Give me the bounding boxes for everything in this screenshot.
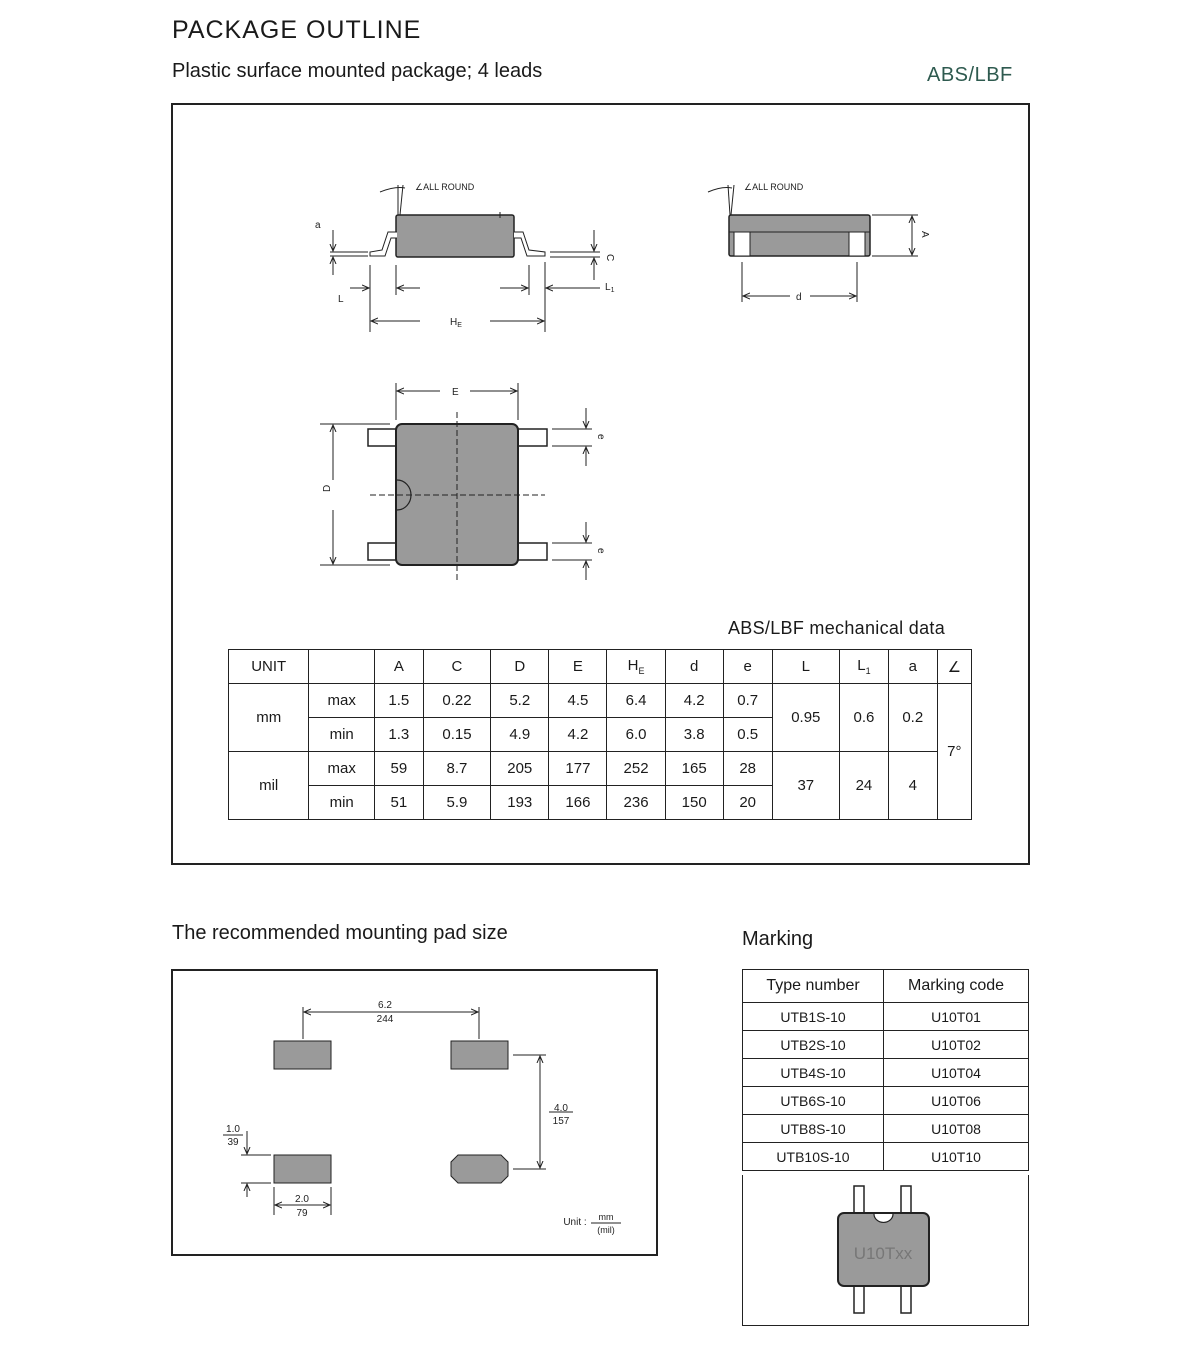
dim-A: A xyxy=(919,231,930,238)
value-cell: 0.6 xyxy=(840,684,889,752)
value-cell: 236 xyxy=(607,786,665,820)
value-cell: 6.0 xyxy=(607,718,665,752)
value-cell: 4.2 xyxy=(549,718,607,752)
value-cell: 6.4 xyxy=(607,684,665,718)
dim-d: d xyxy=(796,292,802,303)
table-header-row xyxy=(743,970,1029,1003)
all-round-note-2: ∠ALL ROUND xyxy=(744,182,804,192)
value-cell: 20 xyxy=(723,786,772,820)
dim-HE: $H_E$ xyxy=(450,317,462,329)
code-cell: U10T04 xyxy=(884,1059,1029,1087)
table-row xyxy=(743,1031,1029,1059)
dim-pad-h-mm: 1.0 xyxy=(226,1124,240,1135)
dim-pad-h-mil: 39 xyxy=(227,1137,239,1148)
table-header-cell: A xyxy=(374,650,423,684)
dim-width-mil: 244 xyxy=(376,1014,394,1025)
table-row xyxy=(743,1115,1029,1143)
value-cell: 166 xyxy=(549,786,607,820)
unit-mil: (mil) xyxy=(597,1225,615,1235)
type-cell: UTB4S-10 xyxy=(743,1059,884,1087)
mechanical-data-title: ABS/LBF mechanical data xyxy=(728,618,946,638)
value-cell: 177 xyxy=(549,752,607,786)
value-cell: 165 xyxy=(665,752,723,786)
table-header-cell: D xyxy=(491,650,549,684)
value-cell: 4 xyxy=(888,752,937,820)
table-row xyxy=(743,1059,1029,1087)
value-cell: 0.5 xyxy=(723,718,772,752)
table-row xyxy=(229,684,972,718)
value-cell: 150 xyxy=(665,786,723,820)
table-header-row xyxy=(229,650,972,684)
code-cell: U10T06 xyxy=(884,1087,1029,1115)
value-cell: 3.8 xyxy=(665,718,723,752)
side-view-leads xyxy=(370,185,545,257)
value-cell: 193 xyxy=(491,786,549,820)
value-cell: 24 xyxy=(840,752,889,820)
page-title: PACKAGE OUTLINE xyxy=(172,16,422,44)
table-header-cell xyxy=(309,650,375,684)
table-header-cell: E xyxy=(549,650,607,684)
value-cell: 51 xyxy=(374,786,423,820)
dim-pad-w-mil: 79 xyxy=(296,1208,308,1219)
code-cell: U10T02 xyxy=(884,1031,1029,1059)
angle-cell: 7° xyxy=(937,684,971,820)
value-cell: 5.2 xyxy=(491,684,549,718)
mechanical-data-table xyxy=(228,649,972,820)
table-header-cell: UNIT xyxy=(229,650,309,684)
limit-cell: max xyxy=(309,752,375,786)
type-cell: UTB2S-10 xyxy=(743,1031,884,1059)
value-cell: 5.9 xyxy=(423,786,490,820)
col-marking-code: Marking code xyxy=(884,970,1029,1003)
mounting-pad-drawing xyxy=(171,969,658,1256)
dim-D: D xyxy=(322,484,333,492)
marking-table xyxy=(742,969,1029,1171)
value-cell: 1.5 xyxy=(374,684,423,718)
value-cell: 0.22 xyxy=(423,684,490,718)
all-round-note-1: ∠ALL ROUND xyxy=(415,182,475,192)
value-cell: 28 xyxy=(723,752,772,786)
dim-pad-w-mm: 2.0 xyxy=(295,1194,309,1205)
dim-L1: $L_1$ xyxy=(605,282,615,294)
limit-cell: min xyxy=(309,786,375,820)
code-cell: U10T01 xyxy=(884,1003,1029,1031)
table-row xyxy=(743,1003,1029,1031)
code-cell: U10T10 xyxy=(884,1143,1029,1171)
table-row xyxy=(743,1143,1029,1171)
table-header-cell: C xyxy=(423,650,490,684)
table-header-cell: d xyxy=(665,650,723,684)
dim-height-mm: 4.0 xyxy=(554,1103,568,1114)
chip-marking-text: U10Txx xyxy=(853,1244,913,1263)
table-header-cell: a xyxy=(888,650,937,684)
value-cell: 4.5 xyxy=(549,684,607,718)
table-header-cell: e xyxy=(723,650,772,684)
table-header-cell: L xyxy=(772,650,839,684)
col-type-number: Type number xyxy=(743,970,884,1003)
code-cell: U10T08 xyxy=(884,1115,1029,1143)
mounting-pad-title: The recommended mounting pad size xyxy=(172,922,508,944)
value-cell: 252 xyxy=(607,752,665,786)
dim-L: L xyxy=(338,294,344,305)
value-cell: 0.7 xyxy=(723,684,772,718)
dim-e-2: e xyxy=(595,548,606,554)
dim-E: E xyxy=(452,387,459,398)
unit-mm: mm xyxy=(598,1212,614,1222)
type-cell: UTB6S-10 xyxy=(743,1087,884,1115)
value-cell: 1.3 xyxy=(374,718,423,752)
table-row xyxy=(743,1087,1029,1115)
dim-e-1: e xyxy=(595,434,606,440)
value-cell: 37 xyxy=(772,752,839,820)
dim-width-mm: 6.2 xyxy=(378,1000,392,1011)
type-cell: UTB8S-10 xyxy=(743,1115,884,1143)
value-cell: 59 xyxy=(374,752,423,786)
type-cell: UTB10S-10 xyxy=(743,1143,884,1171)
value-cell: 4.9 xyxy=(491,718,549,752)
marking-chip-drawing xyxy=(742,1175,1029,1326)
value-cell: 0.2 xyxy=(888,684,937,752)
value-cell: 8.7 xyxy=(423,752,490,786)
dim-a: a xyxy=(315,220,321,231)
table-header-cell: $H_E$ xyxy=(607,650,665,684)
value-cell: 205 xyxy=(491,752,549,786)
value-cell: 4.2 xyxy=(665,684,723,718)
unit-mm: mm xyxy=(229,684,309,752)
package-code: ABS/LBF xyxy=(927,64,1013,86)
unit-label: Unit : xyxy=(563,1217,587,1228)
dim-height-mil: 157 xyxy=(552,1116,570,1127)
marking-title: Marking xyxy=(742,928,814,950)
limit-cell: max xyxy=(309,684,375,718)
value-cell: 0.15 xyxy=(423,718,490,752)
type-cell: UTB1S-10 xyxy=(743,1003,884,1031)
limit-cell: min xyxy=(309,718,375,752)
table-row xyxy=(229,752,972,786)
table-header-cell: $L_1$ xyxy=(840,650,889,684)
value-cell: 0.95 xyxy=(772,684,839,752)
table-header-cell: ∠ xyxy=(937,650,971,684)
page-subtitle: Plastic surface mounted package; 4 leads xyxy=(172,60,543,82)
unit-mil: mil xyxy=(229,752,309,820)
dim-C: C xyxy=(604,254,615,262)
